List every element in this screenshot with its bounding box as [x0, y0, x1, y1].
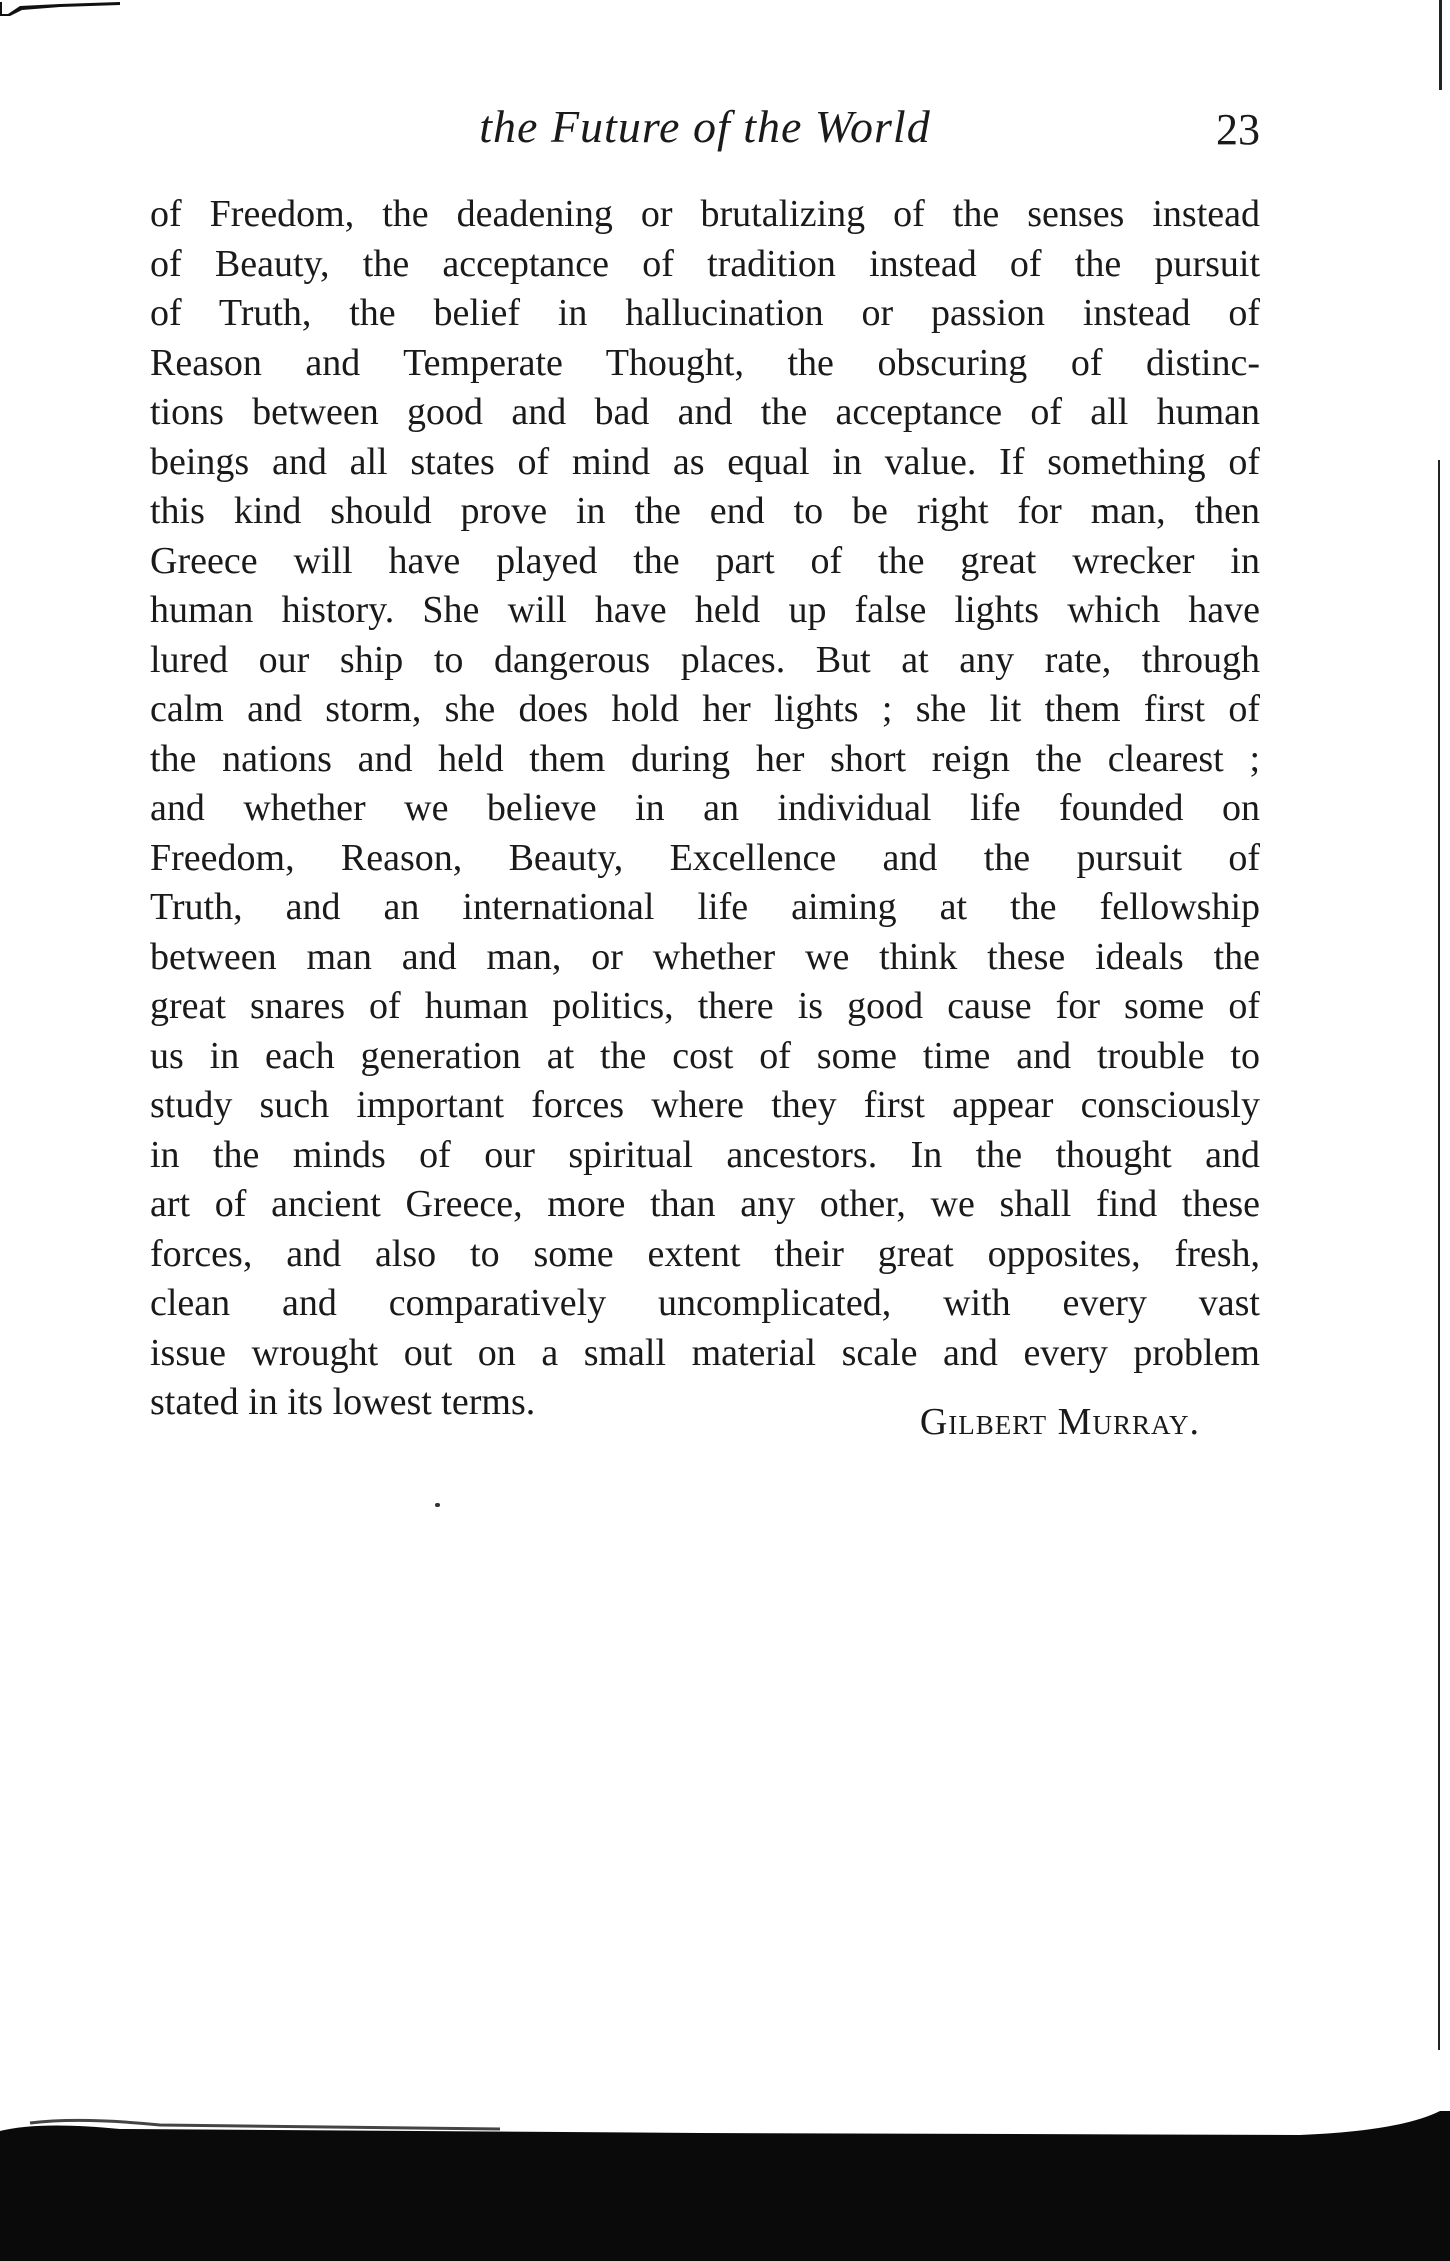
text-line: art of ancient Greece, more than any other, we shall find these	[150, 1183, 1260, 1225]
text-line: us in each generation at the cost of some time and trouble to	[150, 1034, 1260, 1077]
body-paragraph	[150, 190, 1260, 1428]
text-line: stated in its lowest terms.	[150, 1381, 536, 1423]
text-line: the nations and held them during her short reign the clearest ;	[150, 737, 1260, 780]
text-line: forces, and also to some extent their great opposites, fresh,	[150, 1232, 1260, 1275]
text-line: of Truth, the belief in hallucination or passion instead of	[150, 292, 1260, 334]
running-head	[150, 100, 1260, 160]
ink-speck	[435, 1503, 440, 1507]
text-line: human history. She will have held up false lights which have	[150, 589, 1260, 631]
author-signature: Gilbert Murray.	[919, 1401, 1200, 1443]
text-line: calm and storm, she does hold her lights ; she lit them first of	[150, 688, 1260, 730]
text-line: of Beauty, the acceptance of tradition instead of the pursuit	[150, 242, 1260, 285]
scan-edge-mark	[0, 0, 120, 16]
page-number: 23	[1216, 105, 1260, 154]
text-line: Truth, and an international life aiming at the fellowship	[150, 886, 1260, 928]
text-line: clean and comparatively uncomplicated, with every vast	[150, 1282, 1260, 1324]
running-title: the Future of the World	[479, 101, 931, 152]
text-line: issue wrought out on a small material scale and every problem	[150, 1331, 1260, 1374]
scan-right-edge-upper	[1439, 0, 1442, 90]
text-line: lured our ship to dangerous places. But at any rate, through	[150, 638, 1260, 681]
text-line: Freedom, Reason, Beauty, Excellence and the pursuit of	[150, 836, 1260, 879]
scan-right-edge-lower	[1438, 460, 1440, 2050]
text-line: this kind should prove in the end to be right for man, then	[150, 490, 1260, 532]
text-line: great snares of human politics, there is good cause for some of	[150, 985, 1260, 1027]
scan-bottom-shadow	[0, 2111, 1450, 2261]
text-line: beings and all states of mind as equal in value. If something of	[150, 440, 1260, 483]
text-line: Greece will have played the part of the great wrecker in	[150, 539, 1260, 582]
text-line: tions between good and bad and the acceptance of all human	[150, 391, 1260, 433]
text-line: and whether we believe in an individual life founded on	[150, 787, 1260, 829]
text-line: Reason and Temperate Thought, the obscuring of distinc-	[150, 341, 1260, 384]
text-line: study such important forces where they first appear consciously	[150, 1084, 1260, 1126]
text-line: of Freedom, the deadening or brutalizing of the senses instead	[150, 193, 1260, 235]
text-line: in the minds of our spiritual ancestors. In the thought and	[150, 1133, 1260, 1176]
text-line: between man and man, or whether we think these ideals the	[150, 935, 1260, 978]
